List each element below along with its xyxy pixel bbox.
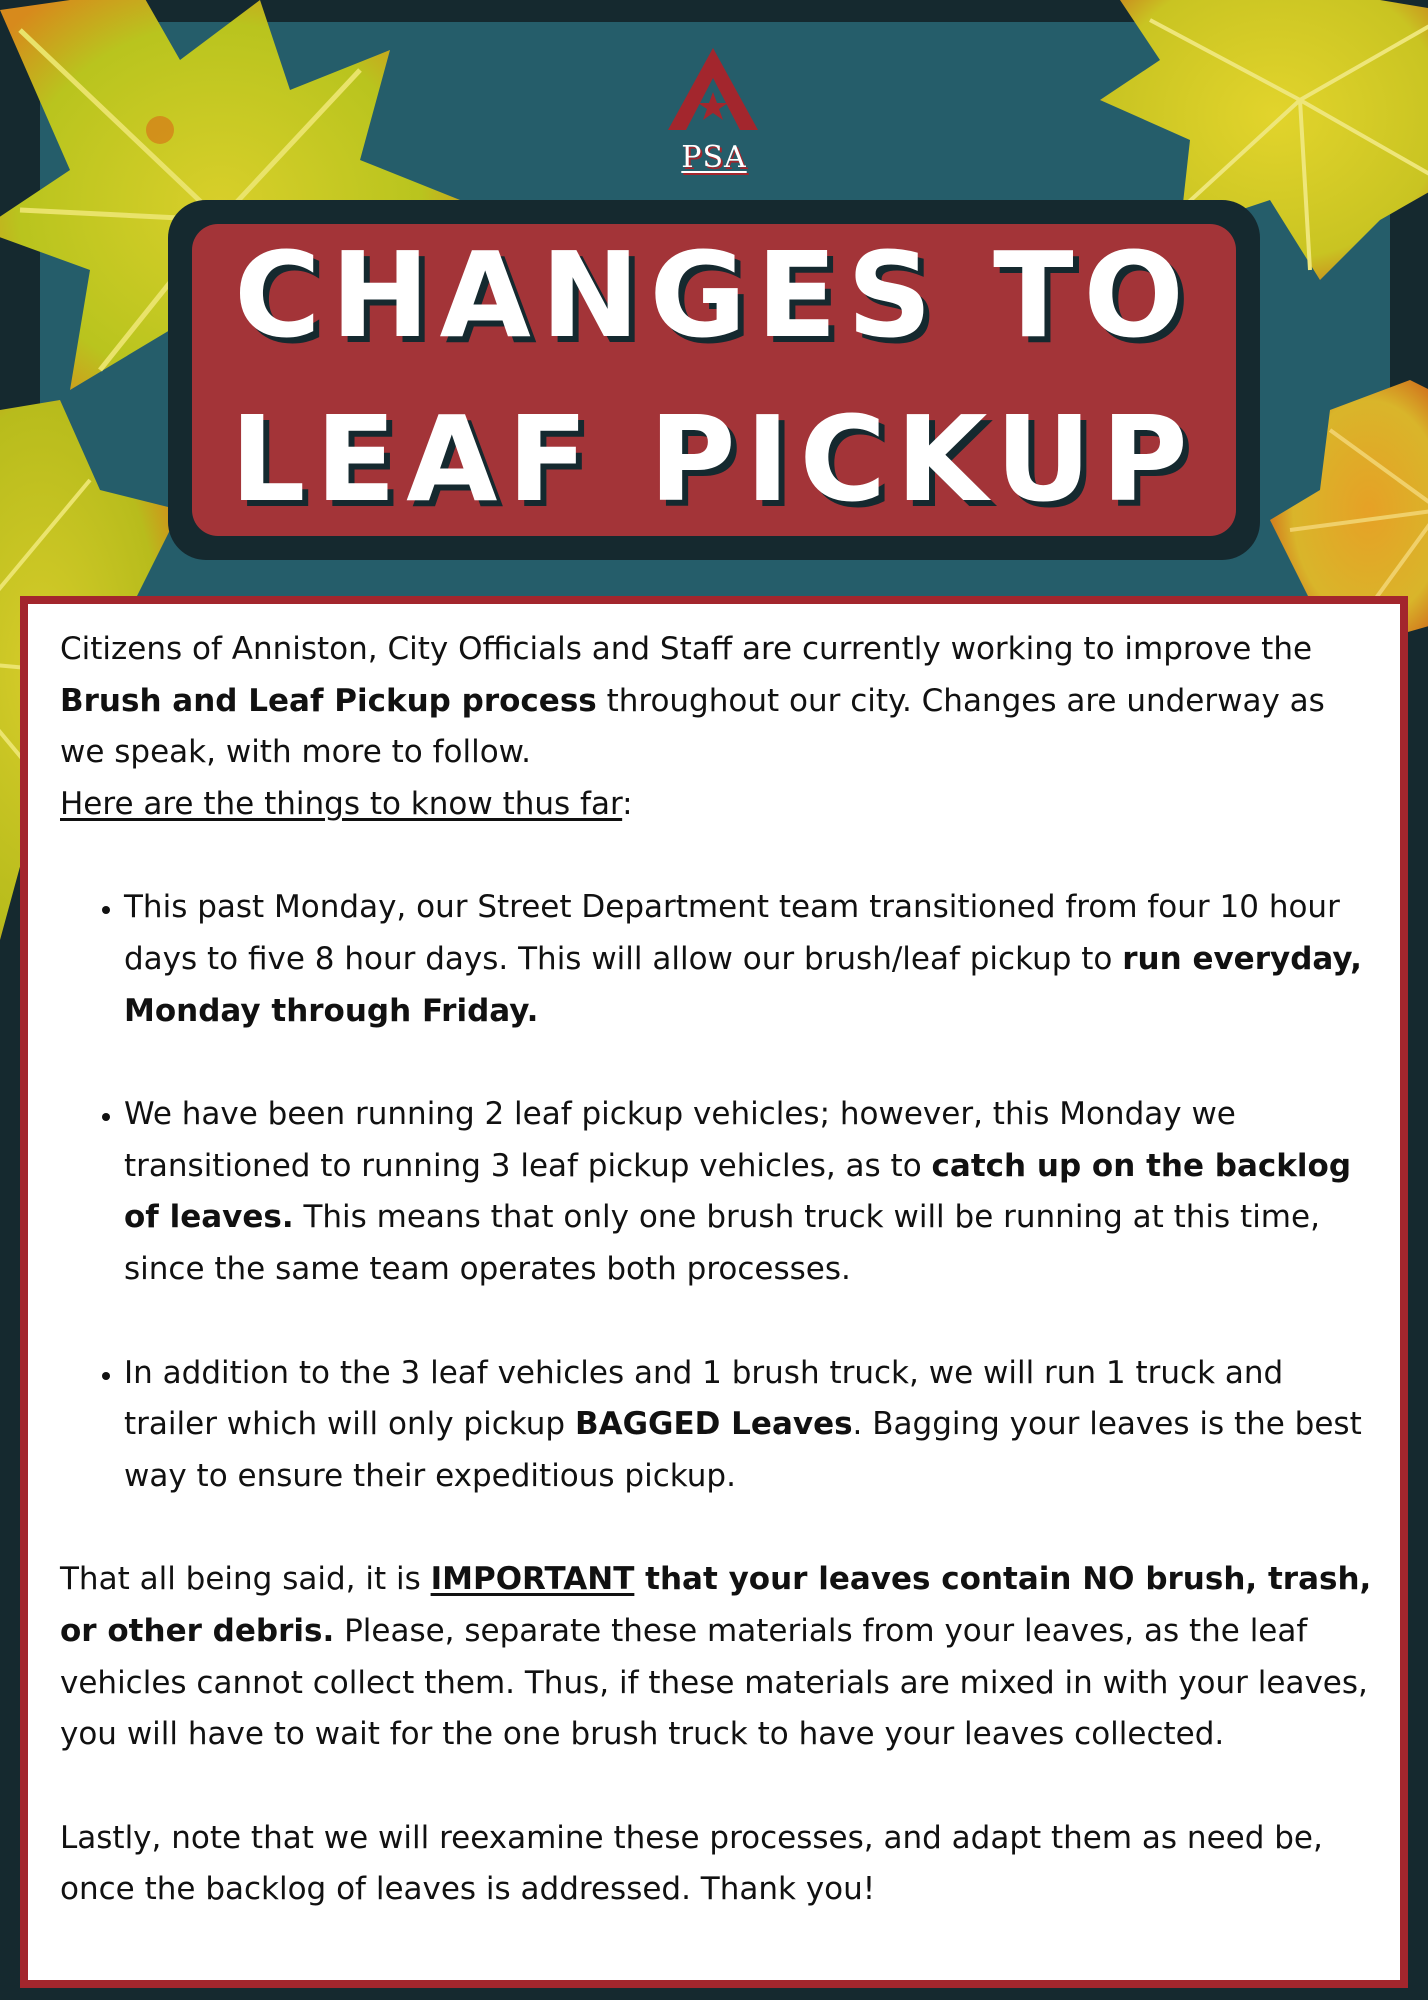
intro-text-2: throughout our city. Changes are underway as we speak, with more to follow. — [60, 682, 1325, 771]
important-text-2: Please, separate these materials from your leaves, as the leaf vehicles cannot collect them. Thus, if these materials are mixed in with your leaves, you will have to wait for the one brush truck to have your leaves collected. — [60, 1612, 1368, 1753]
list-item — [124, 1348, 1374, 1503]
intro-text-1: Citizens of Anniston, City Officials and Staff are currently working to improve the — [60, 631, 1313, 667]
city-logo-icon — [668, 48, 758, 130]
list-item — [124, 1089, 1374, 1295]
list-item — [124, 882, 1374, 1037]
announcement-body — [20, 596, 1408, 1988]
intro-colon: : — [622, 785, 633, 822]
page-title-line-1: CHANGES TO — [234, 226, 1194, 364]
bullet-3-text: In addition to the 3 leaf vehicles and 1 brush truck, we will run 1 truck and trailer which will only pickup — [124, 1354, 1284, 1443]
important-bold-text: that your leaves contain NO brush, trash, or other debris. — [60, 1561, 1372, 1649]
bullet-1-bold-text: run everyday, Monday through Friday. — [124, 940, 1362, 1029]
important-keyword: IMPORTANT — [430, 1561, 635, 1598]
psa-label: PSA — [681, 140, 747, 175]
paragraph-spacer — [60, 1761, 1374, 1813]
bullet-3-bold-text: BAGGED Leaves — [574, 1406, 853, 1443]
bullet-2-text-2: This means that only one brush truck will be running at this time, since the same team operates both processes. — [124, 1199, 1320, 1287]
intro-paragraph — [60, 624, 1374, 830]
closing-paragraph: Lastly, note that we will reexamine these processes, and adapt them as need be, once the backlog of leaves is addressed. Thank you! — [60, 1819, 1323, 1908]
important-text-1: That all being said, it is — [60, 1561, 431, 1598]
intro-underlined-text: Here are the things to know thus far — [60, 785, 623, 822]
page-title-line-2: LEAF PICKUP — [230, 390, 1198, 528]
info-bullet-list — [60, 882, 1374, 1502]
intro-bold-text: Brush and Leaf Pickup process — [60, 682, 597, 719]
bullet-2-text: We have been running 2 leaf pickup vehicles; however, this Monday we transitioned to running 3 leaf pickup vehicles, as to — [124, 1096, 1236, 1184]
bullet-2-bold-text: catch up on the backlog of leaves. — [124, 1147, 1352, 1236]
bullet-1-text: This past Monday, our Street Department team transitioned from four 10 hour days to five 8 hour days. This will allow our brush/leaf pickup to — [124, 889, 1340, 977]
important-paragraph — [60, 1554, 1374, 1760]
bullet-3-text-2: . Bagging your leaves is the best way to ensure their expeditious pickup. — [124, 1406, 1362, 1494]
